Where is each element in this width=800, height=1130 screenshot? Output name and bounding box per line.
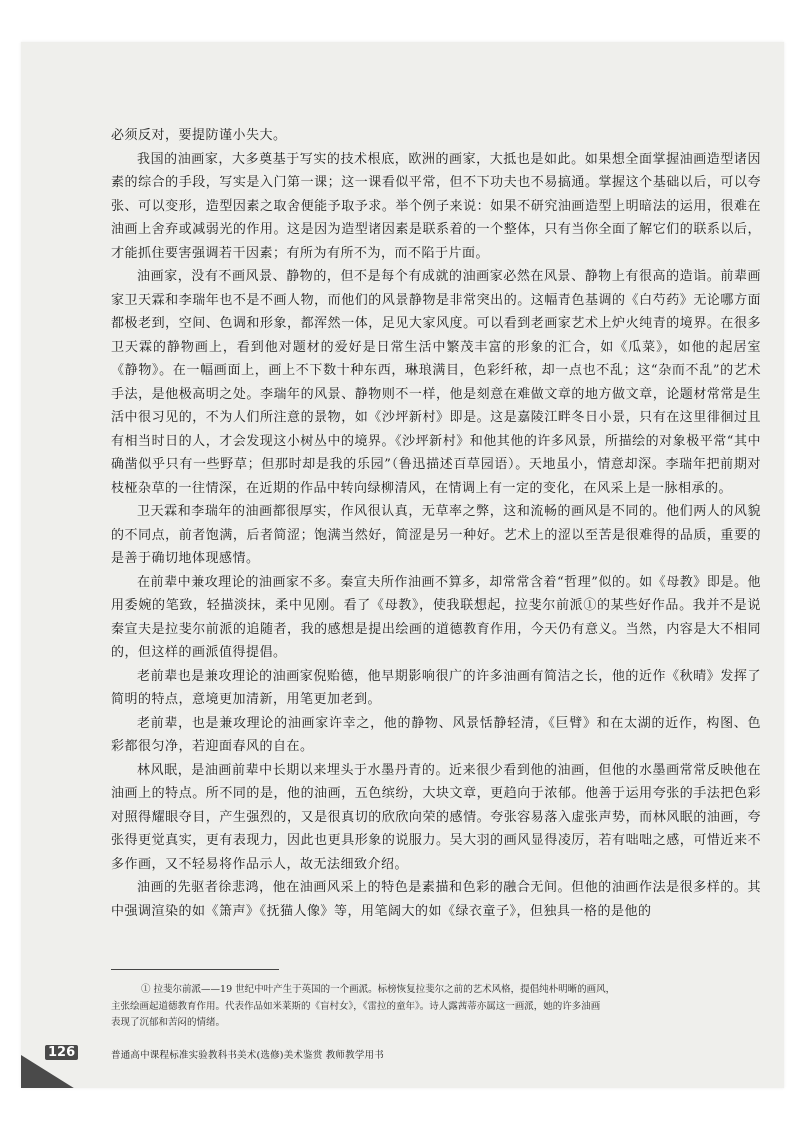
paragraph: 老前辈也是兼攻理论的油画家倪贻德，他早期影响很广的许多油画有简洁之长，他的近作《秋晴》发挥了简明的特点，意境更加清新，用笔更加老到。 <box>111 668 761 707</box>
paragraph: 我国的油画家，大多奠基于写实的技术根底，欧洲的画家，大抵也是如此。如果想全面掌握油画造型诸因素的综合的手段，写实是入门第一课；这一课看似平常，但不下功夫也不易搞通。掌握这个基础以后，可以夸张、可以变形，造型因素之取舍便能予取予求。举个例子来说：如果不研究油画造型上明暗法的运用，很难在油画上舍弃或减弱光的作用。这是因为造型诸因素是联系着的一个整体，只有当你全面了解它们的联系以后，才能抓住要害强调若干因素；有所为有所不为，而不陷于片面。 <box>111 151 761 261</box>
footnote-line: ① 拉斐尔前派——19 世纪中叶产生于英国的一个画派。标榜恢复拉斐尔之前的艺术风格，提倡纯朴明晰的画风， <box>141 984 616 995</box>
paragraph: 林风眠，是油画前辈中长期以来埋头于水墨丹青的。近来很少看到他的油画，但他的水墨画常常反映他在油画上的特点。所不同的是，他的油画，五色缤纷，大块文章，更趋向于浓郁。他善于运用夸张的手法把色彩对照得耀眼夺目，产生强烈的，又是很真切的欣欣向荣的感情。夸张容易落入虚张声势，而林风眠的油画，夸张得更觉真实，更有表现力，因此也更具形象的说服力。吴大羽的画风显得凌厉，若有咄咄之感，可惜近来不多作画，又不轻易将作品示人，故无法细致介绍。 <box>111 762 761 872</box>
paragraph: 油画家，没有不画风景、静物的，但不是每个有成就的油画家必然在风景、静物上有很高的造诣。前辈画家卫天霖和李瑞年也不是不画人物，而他们的风景静物是非常突出的。这幅青色基调的《白芍药》无论哪方面都极老到，空间、色调和形象，都浑然一体，足见大家风度。可以看到老画家艺术上炉火纯青的境界。在很多卫天霖的静物画上，看到他对题材的爱好是日常生活中繁茂丰富的形象的汇合，如《瓜菜》，如他的起居室《静物》。在一幅画面上，画上不下数十种东西，琳琅满目，色彩纤秾，却一点也不乱；这“杂而不乱”的艺术手法，是他极高明之处。李瑞年的风景、静物则不一样，他是刻意在难做文章的地方做文章，论题材常常是生活中很习见的，不为人们所注意的景物，如《沙坪新村》即是。这是嘉陵江畔冬日小景，只有在这里徘徊过且有相当时日的人，才会发现这小树丛中的境界。《沙坪新村》和他其他的许多风景，所描绘的对象极平常“其中确凿似乎只有一些野草；但那时却是我的乐园”（鲁迅描述百草园语）。天地虽小，情意却深。李瑞年把前期对枝桠杂草的一往情深，在近期的作品中转向绿柳清风，在情调上有一定的变化，在风采上是一脉相承的。 <box>111 269 761 496</box>
footnote-line: 表现了沉郁和苦闷的情绪。 <box>111 1017 226 1028</box>
paragraph: 在前辈中兼攻理论的油画家不多。秦宣夫所作油画不算多，却常常含着“哲理”似的。如《母教》即是。他用委婉的笔致，轻描淡抹，柔中见刚。看了《母教》，使我联想起，拉斐尔前派①的某些好作品。我并不是说秦宣夫是拉斐尔前派的追随者，我的感想是提出绘画的道德教育作用，今天仍有意义。当然，内容是大不相同的，但这样的画派值得提倡。 <box>111 574 761 660</box>
footnote-line: 主张绘画起道德教育作用。代表作品如米莱斯的《盲村女》，《雷拉的童年》。诗人露茜蒂亦属这一画派，她的许多油画 <box>111 1000 601 1012</box>
book-page <box>21 42 784 1088</box>
page-number: 126 <box>45 1045 78 1060</box>
paragraph: 卫天霖和李瑞年的油画都很厚实，作风很认真，无草率之弊，这和流畅的画风是不同的。他们两人的风貌的不同点，前者饱满，后者简涩；饱满当然好，简涩是另一种好。艺术上的涩以至苦是很难得的品质，重要的是善于确切地体现感情。 <box>111 504 761 566</box>
footnote-divider <box>111 969 279 970</box>
paragraph: 老前辈，也是兼攻理论的油画家许幸之，他的静物、风景恬静轻清，《巨臂》和在太湖的近作，构图、色彩都很匀净，若迎面春风的自在。 <box>111 715 761 754</box>
paragraph: 油画的先驱者徐悲鸿，他在油画风采上的特色是素描和色彩的融合无间。但他的油画作法是很多样的。其中强调渲染的如《箫声》《抚猫人像》等，用笔阔大的如《绿衣童子》，但独具一格的是他的 <box>111 880 761 919</box>
paragraph-continuation: 必须反对，要提防谨小失大。 <box>111 128 287 143</box>
running-footer: 普通高中课程标准实验教科书美术(选修)美术鉴赏 教师教学用书 <box>111 1050 384 1061</box>
body-text <box>111 124 761 923</box>
footnote <box>111 982 761 1032</box>
